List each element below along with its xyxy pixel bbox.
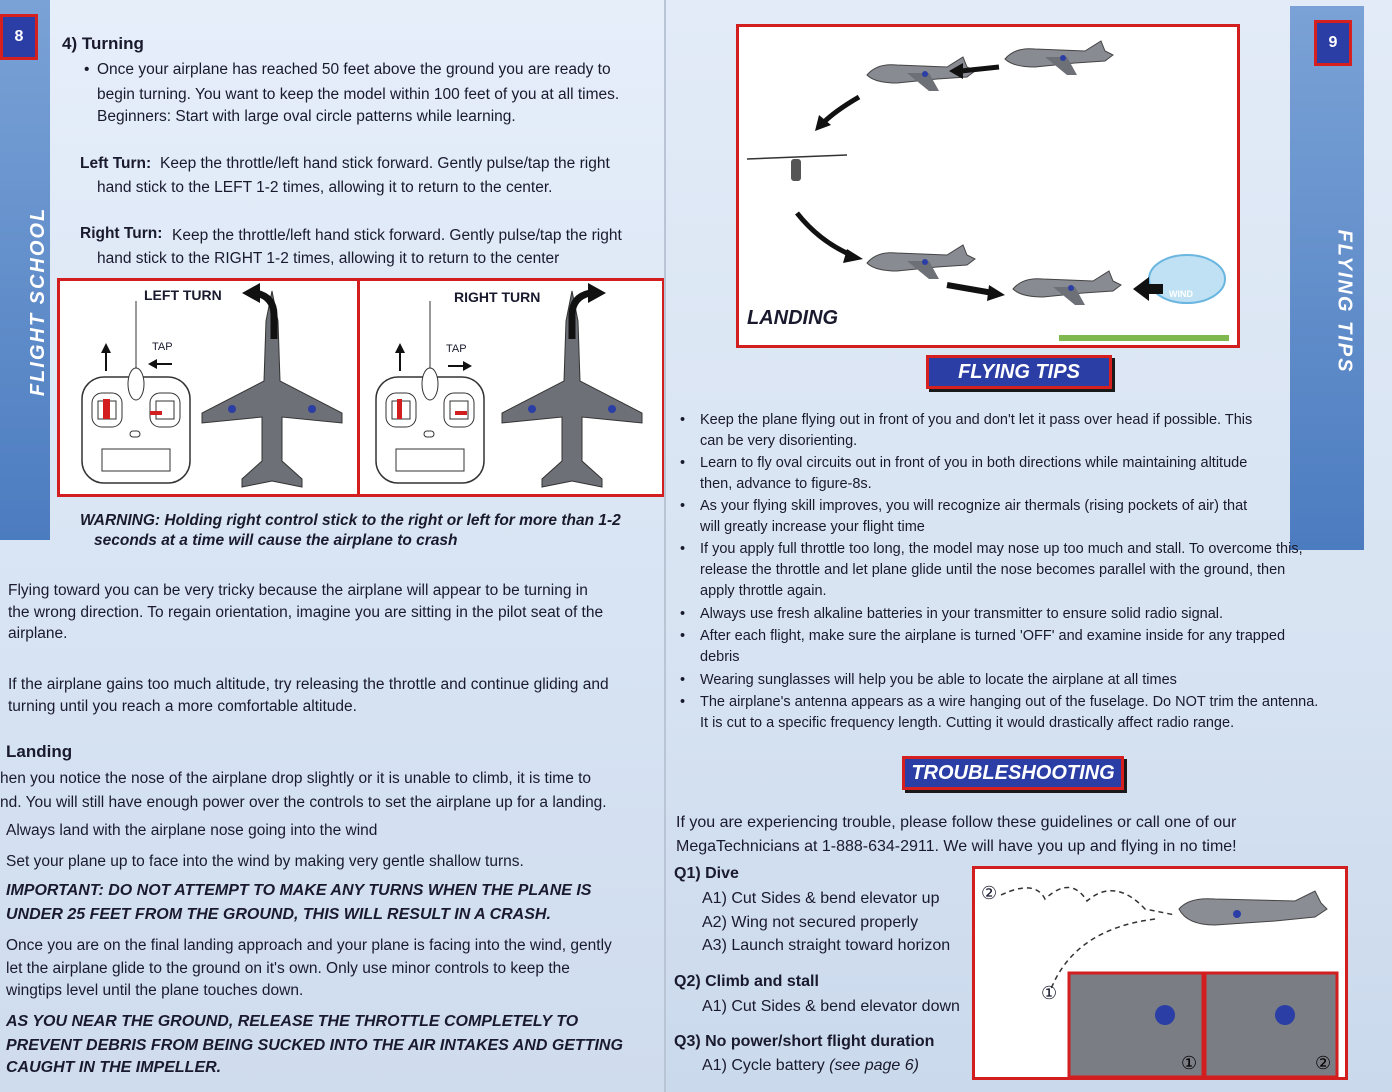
release-throttle-line-2: PREVENT DEBRIS FROM BEING SUCKED INTO THE AIR INTAKES AND GETTING: [6, 1037, 623, 1054]
release-throttle-line-3: CAUGHT IN THE IMPELLER.: [6, 1059, 222, 1076]
page-number-9: 9: [1314, 20, 1352, 66]
flying-tips-heading: FLYING TIPS: [926, 355, 1112, 389]
grass-strip: [1059, 335, 1229, 341]
right-transmitter-icon: [376, 301, 484, 483]
final-approach-line-1: Once you are on the final landing approach and your plane is facing into the wind, gently: [6, 937, 612, 954]
important-line-1: IMPORTANT: DO NOT ATTEMPT TO MAKE ANY TURNS WHEN THE PLANE IS: [6, 882, 592, 899]
flying-tip-6: • After each flight, make sure the airplane is turned 'OFF' and examine inside for any trapped debris: [676, 626, 1356, 668]
important-line-2: UNDER 25 FEET FROM THE GROUND, THIS WILL RESULT IN A CRASH.: [6, 906, 551, 923]
left-turn-label: Left Turn:: [80, 155, 152, 172]
troubleshooting-heading: TROUBLESHOOTING: [902, 756, 1124, 790]
left-turn-title: LEFT TURN: [144, 287, 222, 303]
landing-jet-3-icon: [791, 159, 801, 181]
q2-answer-1: A1) Cut Sides & bend elevator down: [702, 998, 960, 1015]
right-page: [666, 0, 1392, 1092]
left-transmitter-icon: [82, 301, 190, 483]
landing-jet-1-icon: [1005, 41, 1113, 75]
landing-heading: Landing: [6, 742, 73, 761]
turning-bullet-marker: •: [84, 61, 90, 78]
q1-title: Q1) Dive: [674, 865, 739, 882]
page-number-8: 8: [0, 14, 38, 60]
flying-tip-2: • Learn to fly oval circuits out in front of you in both directions while maintaining altitude then, advance to figure-8s.: [676, 453, 1356, 495]
marker-one-path: ①: [1041, 983, 1058, 1003]
flying-tip-8: • The airplane's antenna appears as a wire hanging out of the fuselage. Do NOT trim the antenna. It is cut to a specific frequency length. Cutting it would drastically affect radio range.: [676, 692, 1356, 734]
turning-heading: 4) Turning: [62, 34, 144, 53]
landing-jet-5-icon: [1013, 271, 1121, 305]
marker-two-photo: ②: [1315, 1053, 1332, 1073]
landing-figure-label: LANDING: [747, 307, 839, 329]
right-turn-text-line-1: Keep the throttle/left hand stick forward. Gently pulse/tap the right: [172, 227, 622, 244]
left-turn-text-line-1: Keep the throttle/left hand stick forward. Gently pulse/tap the right: [160, 155, 610, 172]
landing-pattern-illustration: [739, 27, 1237, 345]
turn-diagram: [57, 278, 664, 497]
troubleshooting-intro-line-2: MegaTechnicians at 1-888-634-2911. We will have you up and flying in no time!: [676, 838, 1237, 855]
q2-title: Q2) Climb and stall: [674, 973, 819, 990]
left-turn-text-line-2: hand stick to the LEFT 1-2 times, allowing it to return to the center.: [97, 179, 553, 196]
troubleshooting-diagram: [972, 866, 1348, 1080]
landing-item-1: Always land with the airplane nose going into the wind: [6, 822, 378, 839]
marker-two-top: ②: [981, 883, 998, 903]
flying-tip-7: • Wearing sunglasses will help you be able to locate the airplane at all times: [676, 670, 1356, 691]
right-turn-label: Right Turn:: [80, 225, 163, 242]
left-tap-label: TAP: [152, 341, 173, 353]
q3-answer-1: A1) Cycle battery (see page 6): [702, 1057, 919, 1074]
turning-text-line-3: Beginners: Start with large oval circle patterns while learning.: [97, 108, 516, 125]
para2-line-2: turning until you reach a more comfortable altitude.: [8, 698, 357, 715]
turning-text-line-1: Once your airplane has reached 50 feet above the ground you are ready to: [97, 61, 611, 78]
flying-tips-list: [676, 410, 1356, 734]
flying-tip-5: • Always use fresh alkaline batteries in your transmitter to ensure solid radio signal.: [676, 604, 1356, 625]
para1-line-3: airplane.: [8, 625, 68, 642]
troubleshooting-illustration: [975, 869, 1345, 1077]
para1-line-1: Flying toward you can be very tricky because the airplane will appear to be turning in: [8, 582, 588, 599]
flight-school-side-label: FLIGHT SCHOOL: [27, 206, 50, 397]
warning-line-1: WARNING: Holding right control stick to the right or left for more than 1-2: [80, 512, 621, 529]
right-turn-text-line-2: hand stick to the RIGHT 1-2 times, allowing it to return to the center: [97, 250, 560, 267]
flying-tip-3: • As your flying skill improves, you will recognize air thermals (rising pockets of air) that will greatly increase your flight time: [676, 496, 1356, 538]
para1-line-2: the wrong direction. To regain orientation, imagine you are sitting in the pilot seat of the: [8, 604, 604, 621]
release-throttle-line-1: AS YOU NEAR THE GROUND, RELEASE THE THROTTLE COMPLETELY TO: [6, 1013, 579, 1030]
q1-answer-2: A2) Wing not secured properly: [702, 914, 919, 931]
right-turn-title: RIGHT TURN: [454, 289, 541, 305]
q3-title: Q3) No power/short flight duration: [674, 1033, 935, 1050]
q1-answer-1: A1) Cut Sides & bend elevator up: [702, 890, 940, 907]
right-tap-label: TAP: [446, 343, 467, 355]
landing-intro-line-2: nd. You will still have enough power over the controls to set the airplane up for a landing.: [0, 794, 607, 811]
final-approach-line-3: wingtips level until the plane touches down.: [6, 982, 304, 999]
left-page: [0, 0, 664, 1092]
final-approach-line-2: let the airplane glide to the ground on it's own. Only use minor controls to keep the: [6, 960, 570, 977]
troubleshooting-intro-line-1: If you are experiencing trouble, please follow these guidelines or call one of our: [676, 814, 1237, 831]
landing-item-2: Set your plane up to face into the wind by making very gentle shallow turns.: [6, 853, 524, 870]
marker-one-photo: ①: [1181, 1053, 1198, 1073]
flying-tips-side-label: FLYING TIPS: [1333, 229, 1356, 374]
flying-tip-4: • If you apply full throttle too long, the model may nose up too much and stall. To overcome this, release the throttle and let plane glide until the nose becomes parallel with the ground, then apply throttle again.: [676, 539, 1356, 602]
landing-jet-4-icon: [867, 245, 975, 279]
para2-line-1: If the airplane gains too much altitude, try releasing the throttle and continue gliding and: [8, 676, 609, 693]
landing-intro-line-1: hen you notice the nose of the airplane drop slightly or it is unable to climb, it is time to: [0, 770, 592, 787]
landing-pattern-diagram: [736, 24, 1240, 348]
flying-tip-1: • Keep the plane flying out in front of you and don't let it pass over head if possible. This can be very disorienting.: [676, 410, 1356, 452]
turning-text-line-2: begin turning. You want to keep the model within 100 feet of you at all times.: [97, 86, 620, 103]
wind-label: WIND: [1169, 289, 1193, 299]
turn-illustrations: [60, 281, 662, 494]
q1-answer-3: A3) Launch straight toward horizon: [702, 937, 951, 954]
warning-line-2: seconds at a time will cause the airplane to crash: [94, 532, 458, 549]
